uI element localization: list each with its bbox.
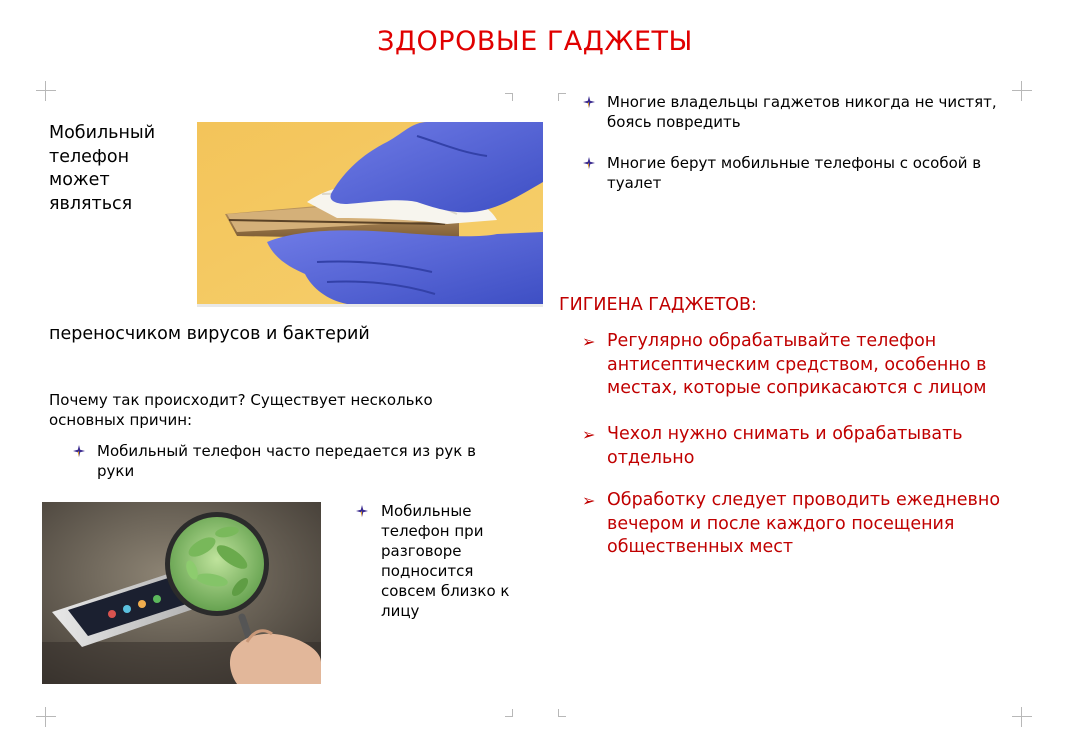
intro-text: Мобильный телефон может являться [49,123,156,214]
right-bullet: Многие берут мобильные телефоны с особой в туалет [607,154,982,192]
hygiene-item-text: Регулярно обрабатывайте телефон антисептическим средством, особенно в местах, которые соприкасаются с лицом [607,331,987,398]
corner-mark [505,709,513,717]
page-title: ЗДОРОВЫЕ ГАДЖЕТЫ [377,26,693,57]
reason-bullet: Мобильный телефон часто передается из рук в руки [97,442,476,480]
reason-intro: Почему так происходит? Существует несколько основных причин: [49,391,433,429]
hygiene-item-text: Чехол нужно снимать и обрабатывать отдельно [607,424,963,468]
bullet-star-icon [583,96,595,108]
hygiene-item-text: Обработку следует проводить ежедневно вечером и после каждого посещения общественных мест [607,490,1001,557]
corner-mark [505,93,513,101]
hygiene-heading: ГИГИЕНА ГАДЖЕТОВ: [559,295,757,315]
crop-mark [36,81,56,101]
arrow-bullet-icon: ➢ [582,491,596,510]
corner-mark [558,93,566,101]
reason-bullet: Мобильные телефон при разговоре подносится совсем близко к лицу [381,502,510,620]
arrow-bullet-icon: ➢ [582,425,596,444]
phone-cleaning-photo [197,122,543,307]
carrier-text: переносчиком вирусов и бактерий [49,324,370,344]
crop-mark [1012,707,1032,727]
crop-mark [36,707,56,727]
right-bullet: Многие владельцы гаджетов никогда не чистят, боясь повредить [607,93,997,131]
corner-mark [558,709,566,717]
arrow-bullet-icon: ➢ [582,332,596,351]
bullet-star-icon [73,445,85,457]
bullet-star-icon [583,157,595,169]
bacteria-phone-photo [42,502,321,684]
bullet-star-icon [356,505,368,517]
